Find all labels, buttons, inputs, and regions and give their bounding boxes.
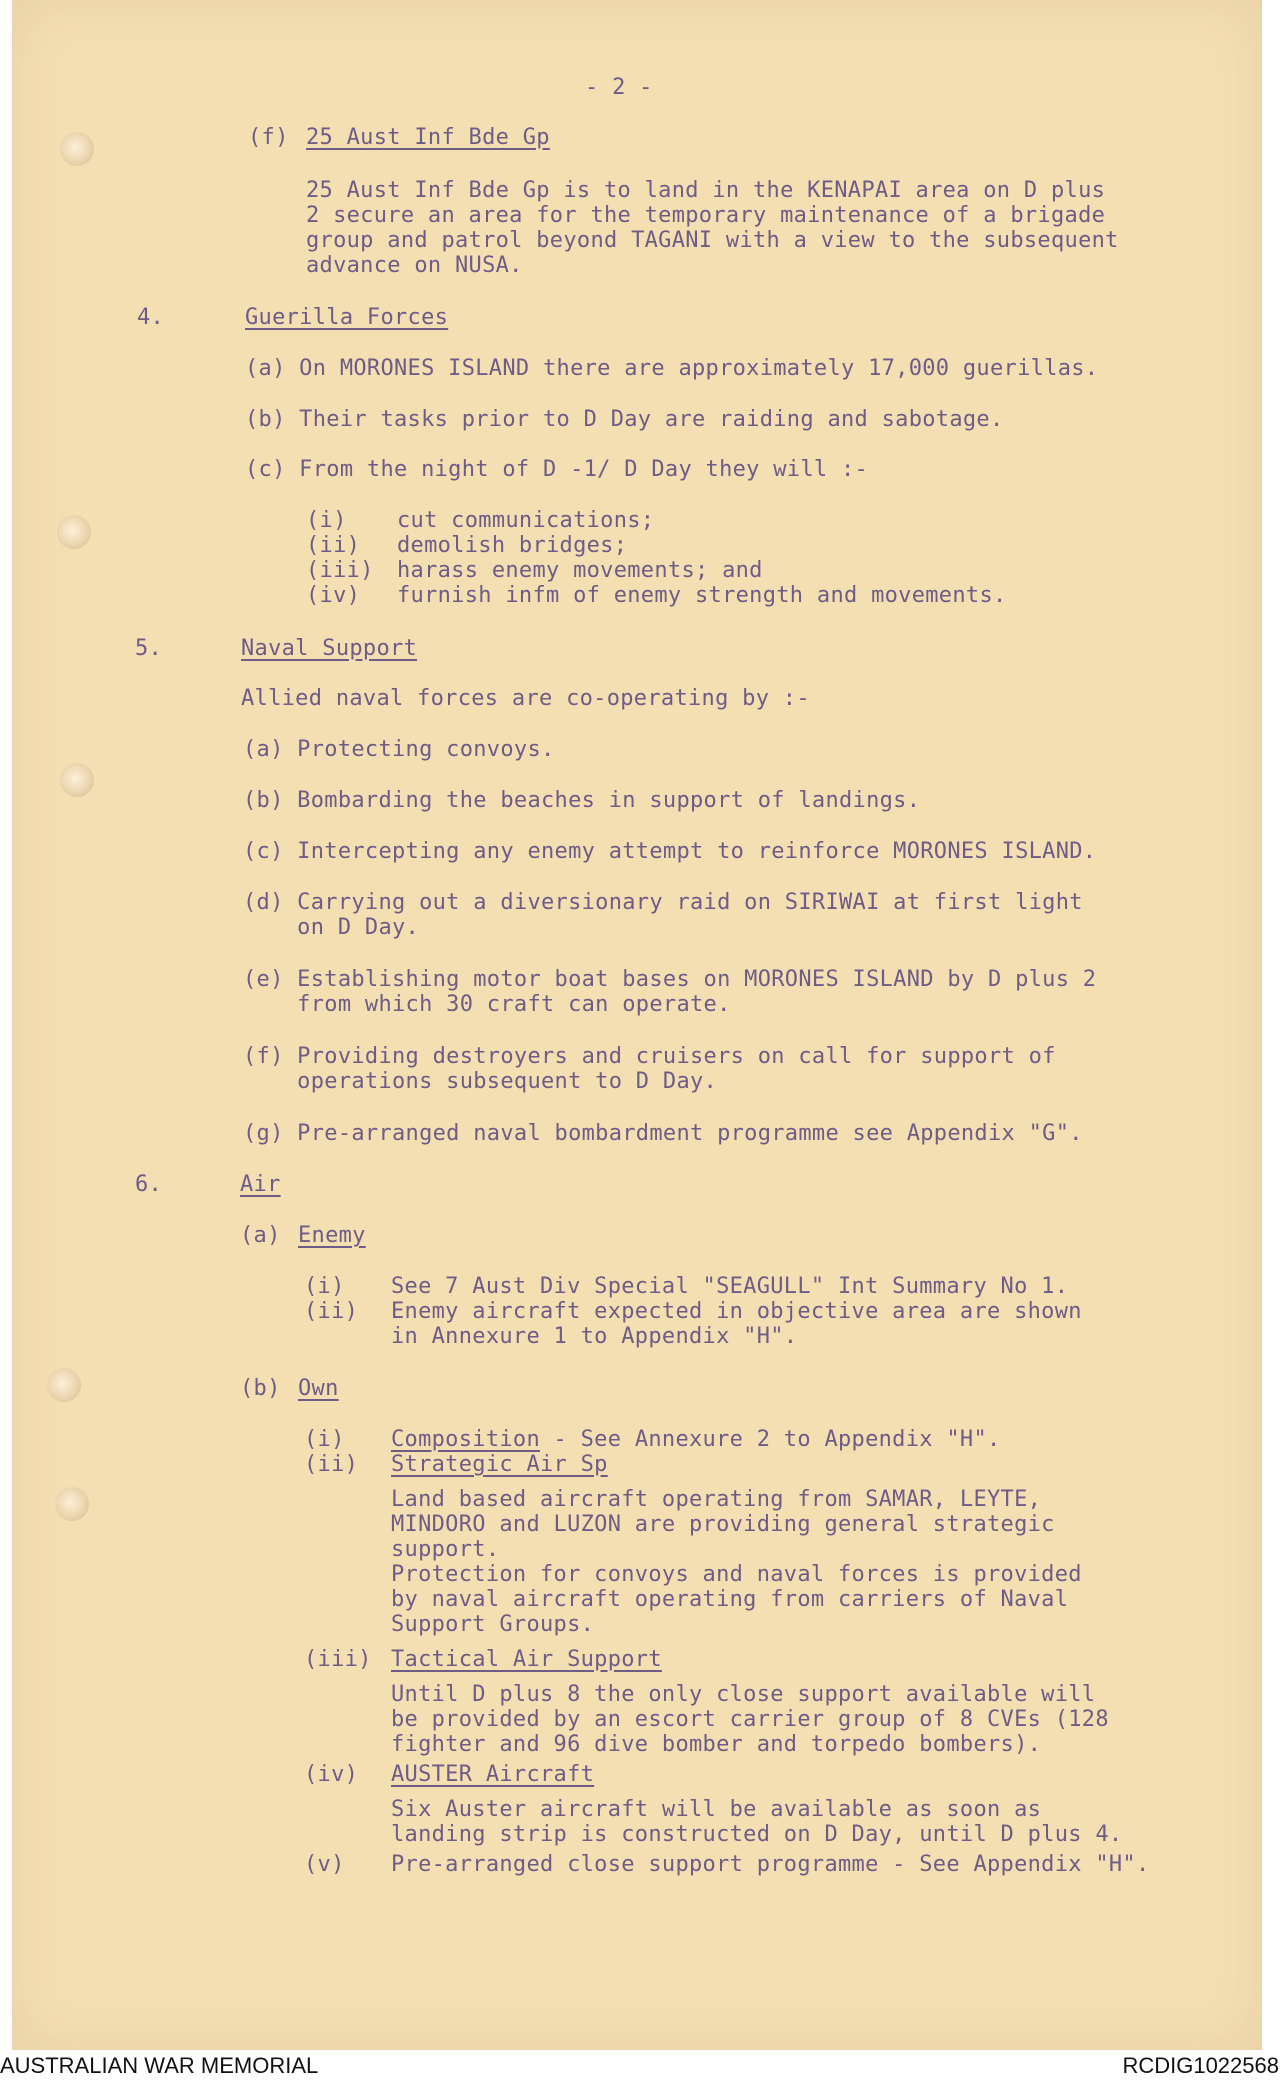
list-item: (b) Bombarding the beaches in support of landings. (243, 788, 921, 813)
paragraph-line: Six Auster aircraft will be available as soon as (391, 1797, 1042, 1822)
punch-hole (55, 1487, 89, 1521)
section-number: 5. (135, 636, 163, 661)
item-heading: Tactical Air Support (391, 1647, 662, 1672)
list-item-number: (iv) (306, 583, 361, 608)
list-item: (d) Carrying out a diversionary raid on SIRIWAI at first light (243, 890, 1083, 915)
list-item-number: (ii) (304, 1299, 359, 1324)
list-item-text: cut communications; (397, 508, 655, 533)
list-item-number: (v) (304, 1852, 345, 1877)
list-item-number: (ii) (304, 1452, 359, 1477)
list-item: (f) Providing destroyers and cruisers on call for support of (243, 1044, 1056, 1069)
list-item-text: furnish infm of enemy strength and movements. (397, 583, 1007, 608)
list-item: on D Day. (243, 915, 420, 940)
list-item: operations subsequent to D Day. (243, 1069, 718, 1094)
list-item-text: Pre-arranged close support programme - See Appendix "H". (391, 1852, 1150, 1877)
list-item: from which 30 craft can operate. (243, 992, 731, 1017)
punch-hole (60, 132, 94, 166)
subsection-heading: 25 Aust Inf Bde Gp (306, 125, 550, 150)
paragraph-line: landing strip is constructed on D Day, until D plus 4. (391, 1822, 1123, 1847)
archive-footer-left: AUSTRALIAN WAR MEMORIAL (0, 2053, 319, 2078)
list-item-text (391, 1427, 1001, 1453)
paragraph-line: fighter and 96 dive bomber and torpedo bombers). (391, 1732, 1042, 1757)
subsection-label: (b) (240, 1376, 281, 1401)
subsection-label: (a) (240, 1223, 281, 1248)
paragraph-line: Support Groups. (391, 1612, 595, 1637)
paragraph-line: Land based aircraft operating from SAMAR, LEYTE, (391, 1487, 1042, 1512)
list-item-number: (i) (306, 508, 347, 533)
list-item-text: demolish bridges; (397, 533, 628, 558)
paragraph-line: Protection for convoys and naval forces is provided (391, 1562, 1082, 1587)
section-number: 6. (135, 1172, 163, 1197)
subsection-heading: Own (298, 1376, 339, 1401)
list-item: (a) Protecting convoys. (243, 737, 555, 762)
section-heading: Guerilla Forces (245, 305, 449, 330)
paragraph-line: 25 Aust Inf Bde Gp is to land in the KENAPAI area on D plus (306, 178, 1106, 203)
section-number: 4. (137, 305, 165, 330)
item-heading: AUSTER Aircraft (391, 1762, 595, 1787)
list-item-text: See 7 Aust Div Special "SEAGULL" Int Summary No 1. (391, 1274, 1069, 1299)
paragraph-line: advance on NUSA. (306, 253, 523, 278)
subsection-heading: Enemy (298, 1223, 366, 1248)
paragraph-line: 2 secure an area for the temporary maintenance of a brigade (306, 203, 1106, 228)
archive-footer-right: RCDIG1022568 (1122, 2053, 1279, 2078)
paragraph-line: (c) From the night of D -1/ D Day they will :- (245, 457, 869, 482)
list-item: (g) Pre-arranged naval bombardment programme see Appendix "G". (243, 1121, 1083, 1146)
paragraph-line: MINDORO and LUZON are providing general strategic (391, 1512, 1055, 1537)
punch-hole (60, 763, 94, 797)
paragraph-line: support. (391, 1537, 500, 1562)
paragraph-line: Until D plus 8 the only close support available will (391, 1682, 1096, 1707)
list-item-number: (iii) (306, 558, 374, 583)
list-item-text: in Annexure 1 to Appendix "H". (391, 1324, 798, 1349)
list-item-number: (i) (304, 1274, 345, 1299)
list-item-text: Enemy aircraft expected in objective area are shown (391, 1299, 1082, 1324)
list-item-text: harass enemy movements; and (397, 558, 763, 583)
list-item: (e) Establishing motor boat bases on MORONES ISLAND by D plus 2 (243, 967, 1097, 992)
list-item: (c) Intercepting any enemy attempt to reinforce MORONES ISLAND. (243, 839, 1097, 864)
page-number: - 2 - (585, 75, 653, 100)
item-text: - See Annexure 2 to Appendix "H". (540, 1427, 1001, 1452)
paragraph-line: Allied naval forces are co-operating by :- (241, 686, 810, 711)
list-item-number: (iii) (304, 1647, 372, 1672)
paragraph-line: (a) On MORONES ISLAND there are approximately 17,000 guerillas. (245, 356, 1099, 381)
list-item-number: (ii) (306, 533, 361, 558)
paragraph-line: by naval aircraft operating from carriers of Naval (391, 1587, 1069, 1612)
paragraph-line: group and patrol beyond TAGANI with a view to the subsequent (306, 228, 1119, 253)
section-heading: Air (240, 1172, 281, 1197)
punch-hole (47, 1368, 81, 1402)
list-item-number: (iv) (304, 1762, 359, 1787)
subsection-label: (f) (248, 125, 289, 150)
item-heading: Composition (391, 1427, 540, 1452)
paragraph-line: (b) Their tasks prior to D Day are raiding and sabotage. (245, 407, 1004, 432)
punch-hole (57, 515, 91, 549)
paragraph-line: be provided by an escort carrier group of 8 CVEs (128 (391, 1707, 1109, 1732)
section-heading: Naval Support (241, 636, 418, 661)
item-heading: Strategic Air Sp (391, 1452, 608, 1477)
list-item-number: (i) (304, 1427, 345, 1452)
